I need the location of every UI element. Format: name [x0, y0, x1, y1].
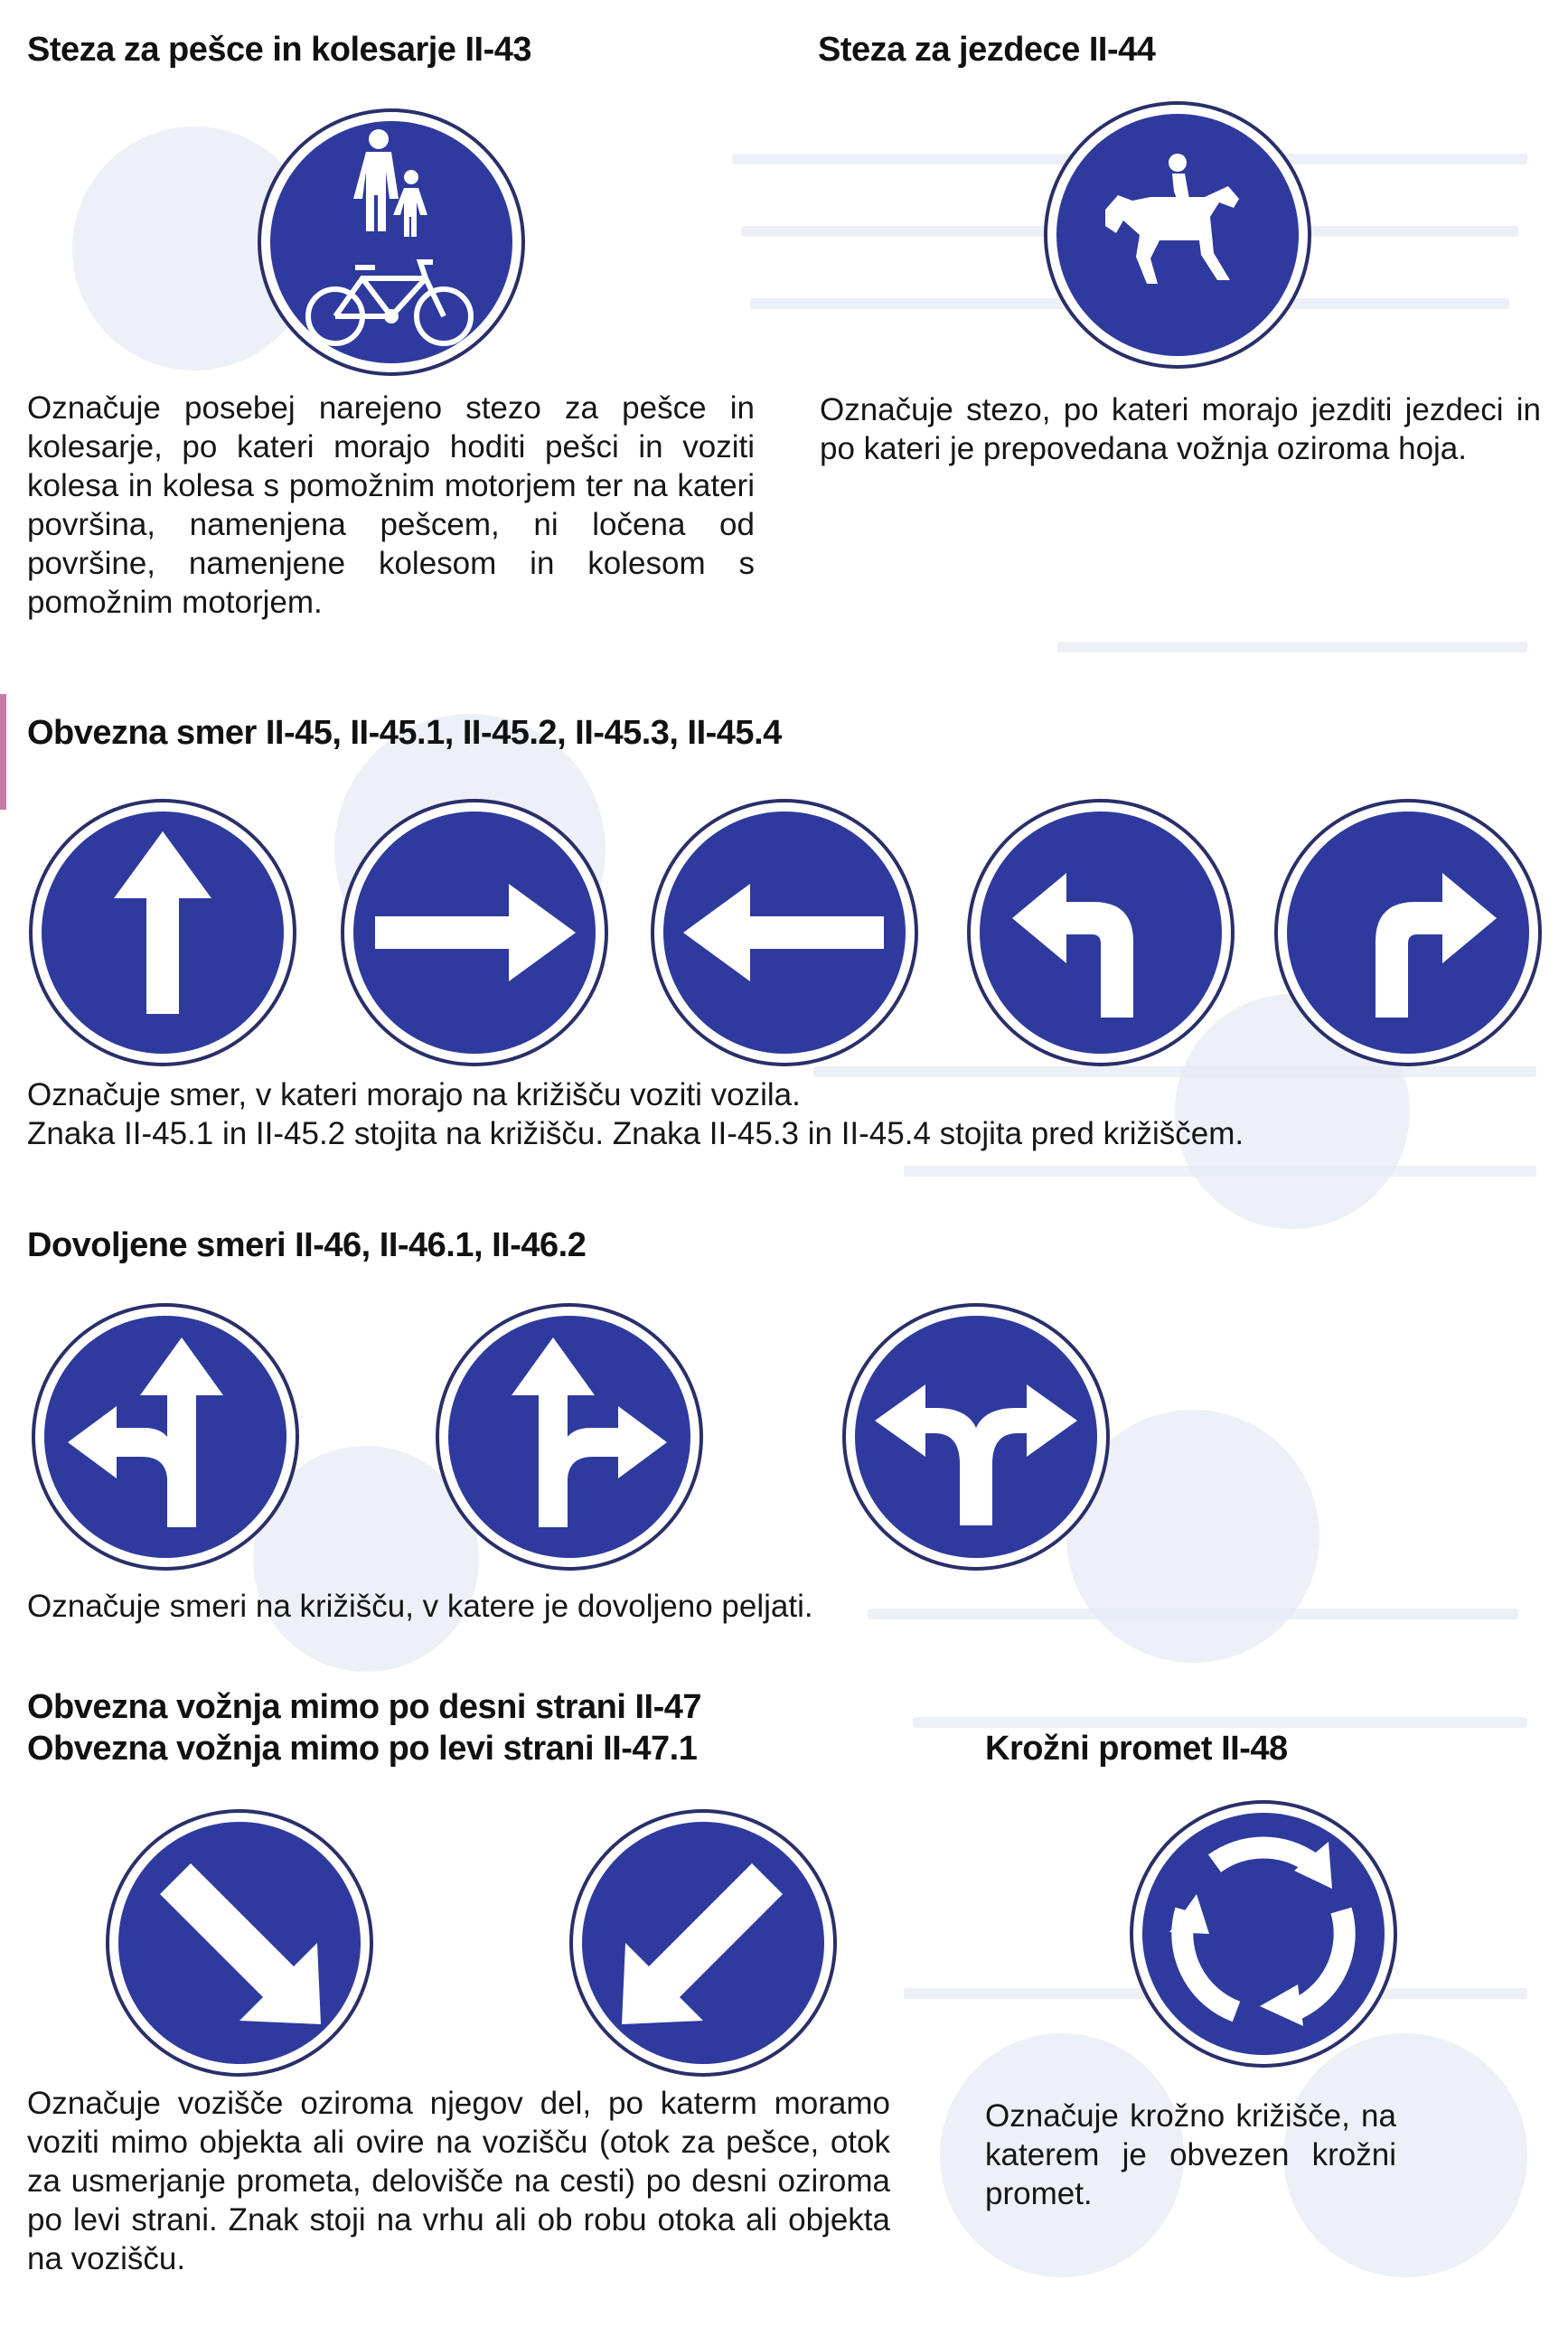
straight-or-left-icon: [30, 1301, 301, 1572]
sign-ii45: [27, 797, 298, 1068]
arrow-left-icon: [649, 797, 920, 1068]
section-title-ii48: Krožni promet II-48: [985, 1730, 1288, 1768]
sign-ii43: [256, 107, 527, 378]
section-title-ii47-line1: Obvezna vožnja mimo po desni strani II-47: [27, 1688, 702, 1726]
section-description-ii48: Označuje krožno križišče, na katerem je obvezen krožni promet.: [985, 2098, 1396, 2211]
background-ghost-text: [904, 1166, 1536, 1177]
background-ghost-text: [913, 1717, 1527, 1728]
section-title-ii47-line2: Obvezna vožnja mimo po levi strani II-47.1: [27, 1730, 698, 1768]
background-ghost-text: [1057, 642, 1527, 652]
sign-ii44: [1042, 99, 1313, 371]
sign-ii45-4: [1272, 797, 1544, 1068]
pedestrian-and-bicycle-icon: [256, 107, 527, 378]
section-description-ii45-line2: Znaka II-45.1 in II-45.2 stojita na križišču. Znaka II-45.3 in II-45.4 stojita pred križiščem.: [27, 1116, 1244, 1151]
background-ghost-text: [868, 1609, 1518, 1619]
section-title-ii44: Steza za jezdece II-44: [818, 31, 1156, 69]
turn-left-icon: [965, 797, 1236, 1068]
section-description-ii46: Označuje smeri na križišču, v katere je dovoljeno peljati.: [27, 1589, 813, 1624]
section-title-ii45: Obvezna smer II-45, II-45.1, II-45.2, II-45.3, II-45.4: [27, 714, 782, 752]
section-description-ii43: Označuje posebej narejeno stezo za pešce in kolesarje, po kateri morajo hoditi pešci in voziti kolesa in kolesa s pomožnim motorjem ter na kateri površina, namenjena pešcem, ni ločena od površine, namenjene kolesom in kolesom s pomožnim motorjem.: [27, 390, 755, 620]
sign-ii47-1: [568, 1807, 839, 2078]
pass-right-icon: [104, 1807, 375, 2078]
sign-ii48: [1128, 1798, 1399, 2069]
sign-ii45-1: [339, 797, 610, 1068]
sign-ii46-2: [840, 1301, 1112, 1572]
section-description-ii45-line1: Označuje smer, v kateri morajo na križišču voziti vozila.: [27, 1077, 801, 1112]
section-title-ii46: Dovoljene smeri II-46, II-46.1, II-46.2: [27, 1226, 587, 1264]
sign-ii46: [30, 1301, 301, 1572]
turn-right-icon: [1272, 797, 1544, 1068]
section-title-ii43: Steza za pešce in kolesarje II-43: [27, 31, 532, 69]
page-edge-tab: [0, 694, 6, 810]
section-description-ii44: Označuje stezo, po kateri morajo jezditi jezdeci in po kateri je prepovedana vožnja oziroma hoja.: [820, 392, 1541, 466]
roundabout-icon: [1128, 1798, 1399, 2069]
sign-ii47: [104, 1807, 375, 2078]
arrow-up-icon: [27, 797, 298, 1068]
sign-ii45-3: [965, 797, 1236, 1068]
horse-rider-icon: [1042, 99, 1313, 371]
sign-ii45-2: [649, 797, 920, 1068]
arrow-right-icon: [339, 797, 610, 1068]
straight-or-right-icon: [434, 1301, 705, 1572]
section-description-ii47: Označuje vozišče oziroma njegov del, po katerm moramo voziti mimo objekta ali ovire na vozišču (otok za pešce, otok za usmerjanje prometa, delovišče na cesti) po desni oziroma po levi strani. Znak stoji na vrhu ali ob robu otoka ali objekta na vozišču.: [27, 2086, 890, 2276]
sign-ii46-1: [434, 1301, 705, 1572]
pass-left-icon: [568, 1807, 839, 2078]
left-or-right-icon: [840, 1301, 1112, 1572]
